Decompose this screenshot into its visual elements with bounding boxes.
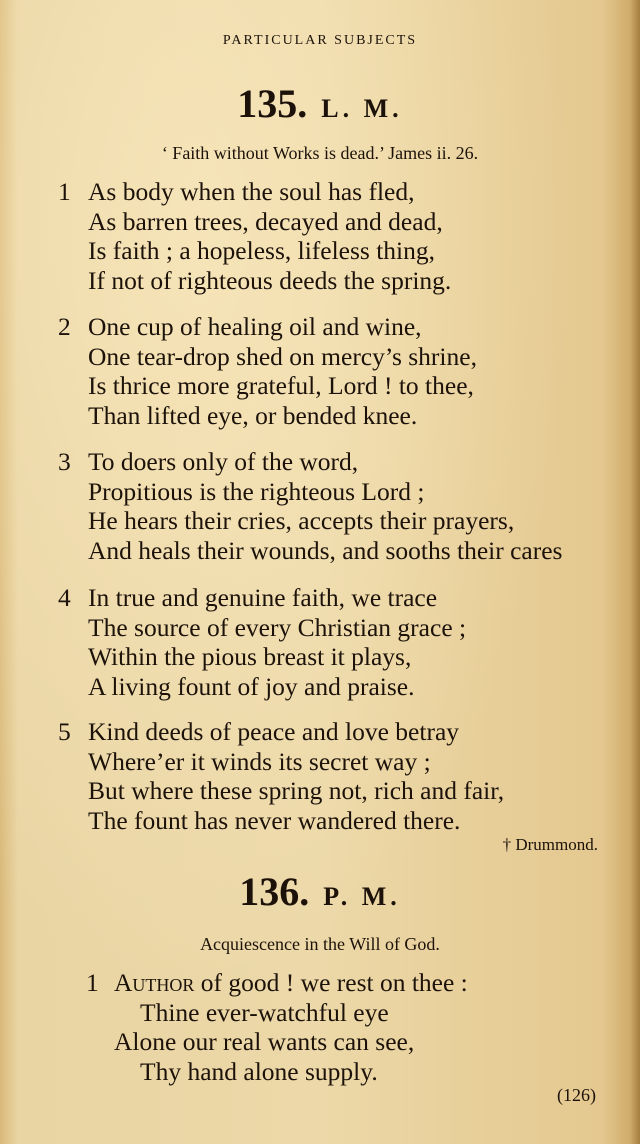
verse-line <box>114 968 638 998</box>
verse-line: Alone our real wants can see, <box>114 1027 415 1056</box>
verse-number: 1 <box>86 968 99 997</box>
verse-line: To doers only of the word, <box>88 447 359 476</box>
verse-number: 2 <box>58 312 71 341</box>
hymn-135-verse-5 <box>58 717 638 835</box>
verse-line: Is thrice more grateful, Lord ! to thee, <box>88 371 474 400</box>
verse-first-word: Author <box>114 968 195 997</box>
hymn-135-verse-4 <box>58 583 638 701</box>
hymn-number: 135. <box>237 81 308 126</box>
hymn-number: 136. <box>239 869 310 914</box>
verse-number: 3 <box>58 447 71 476</box>
verse-line: Propitious is the righteous Lord ; <box>88 476 425 506</box>
verse-line: A living fount of joy and praise. <box>88 671 415 701</box>
verse-line: The fount has never wandered there. <box>88 805 461 835</box>
verse-line: And heals their wounds, and sooths their cares <box>88 535 563 565</box>
verse-line-rest: of good ! we rest on thee : <box>194 968 468 997</box>
verse-line: If not of righteous deeds the spring. <box>88 265 452 295</box>
hymn-136-epigraph: Acquiescence in the Will of God. <box>200 934 440 954</box>
verse-line: As body when the soul has fled, <box>88 177 415 206</box>
verse-line: In true and genuine faith, we trace <box>88 583 438 612</box>
verse-line: One cup of healing oil and wine, <box>88 312 422 341</box>
verse-line: Where’er it winds its secret way ; <box>88 746 431 776</box>
hymn-meter: P. M. <box>323 882 401 911</box>
verse-line: Is faith ; a hopeless, lifeless thing, <box>88 236 436 265</box>
page-number: (126) <box>557 1085 596 1105</box>
verse-line: Thy hand alone supply. <box>140 1056 378 1086</box>
hymn-135-verse-3 <box>58 447 638 565</box>
verse-number: 4 <box>58 583 71 612</box>
hymn-135-verse-2 <box>58 312 638 430</box>
hymn-author: † Drummond. <box>502 835 598 854</box>
verse-line: Kind deeds of peace and love betray <box>88 717 460 746</box>
hymn-135-title <box>0 80 640 127</box>
running-head: PARTICULAR SUBJECTS <box>222 33 418 48</box>
hymn-meter: L. M. <box>321 94 403 123</box>
verse-line: But where these spring not, rich and fair, <box>88 776 505 805</box>
verse-line: Than lifted eye, or bended knee. <box>88 400 418 430</box>
verse-line: As barren trees, decayed and dead, <box>88 206 443 236</box>
verse-line: Within the pious breast it plays, <box>88 642 412 671</box>
verse-line: One tear-drop shed on mercy’s shrine, <box>88 341 477 371</box>
verse-number: 1 <box>58 177 71 206</box>
hymn-135-epigraph: ‘ Faith without Works is dead.’ James ii. 26. <box>161 143 479 163</box>
hymn-135-verse-1 <box>58 177 638 295</box>
hymn-136-title <box>0 868 640 915</box>
verse-line: He hears their cries, accepts their prayers, <box>88 506 515 535</box>
hymn-136-verse-1 <box>58 968 638 1086</box>
verse-number: 5 <box>58 717 71 746</box>
verse-line: Thine ever-watchful eye <box>140 997 389 1027</box>
verse-line: The source of every Christian grace ; <box>88 612 467 642</box>
